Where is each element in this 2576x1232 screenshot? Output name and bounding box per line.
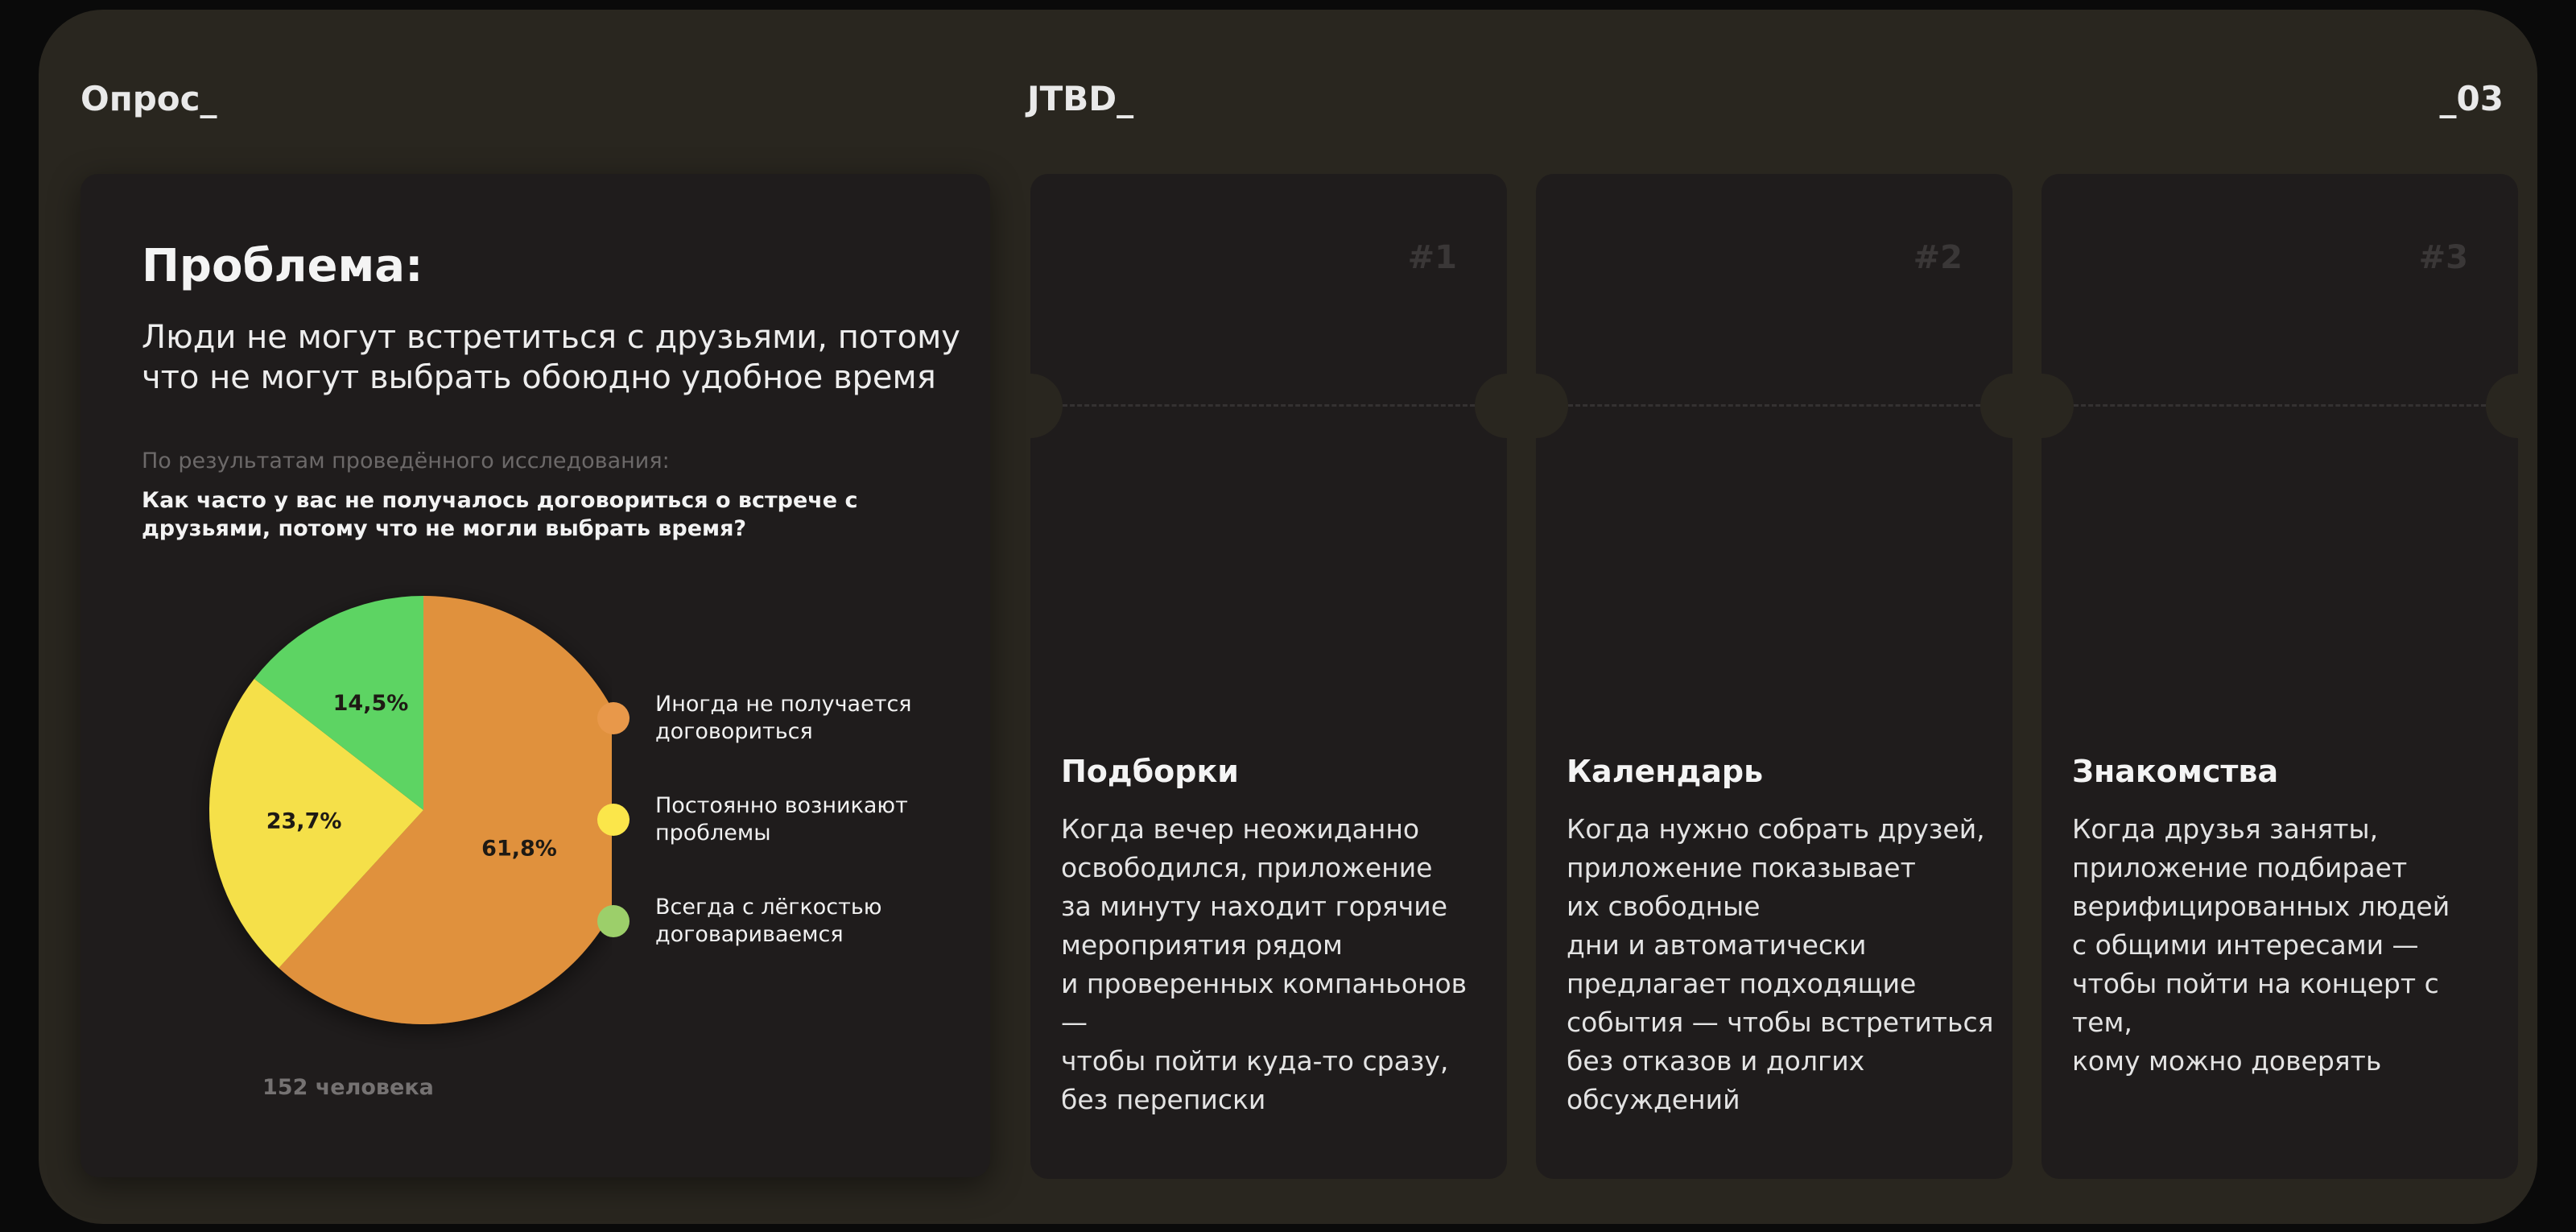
legend-label: Всегда с лёгкостью договариваемся	[655, 895, 882, 947]
ticket-notch	[2486, 374, 2518, 438]
research-caption: По результатам проведённого исследования:	[142, 449, 670, 473]
job-card-2	[1536, 174, 2013, 1179]
ticket-notch	[1475, 374, 1507, 438]
chart-legend	[596, 691, 966, 995]
job-number: #1	[1407, 239, 1457, 276]
legend-label: Иногда не получается договориться	[655, 692, 912, 744]
job-title: Подборки	[1061, 754, 1239, 789]
ticket-notch	[2041, 374, 2074, 438]
slide-number: _03	[2439, 79, 2504, 118]
job-card-3	[2041, 174, 2518, 1179]
job-number: #3	[2418, 239, 2468, 276]
pie-data-label: 23,7%	[266, 808, 342, 834]
section-label-survey: Опрос_	[80, 79, 217, 118]
perforation-line	[1063, 404, 1475, 407]
legend-dot-constantly	[597, 804, 630, 836]
pie-data-label: 14,5%	[332, 691, 409, 717]
legend-dot-sometimes	[597, 702, 630, 734]
legend-label: Постоянно возникают проблемы	[655, 793, 908, 845]
job-title: Знакомства	[2072, 754, 2279, 789]
job-description: Когда нужно собрать друзей, приложение показывает их свободные дни и автоматически предлагает подходящие события — чтобы встретиться без отказов и долгих обсуждений	[1567, 813, 1994, 1115]
pie-chart	[129, 585, 612, 1052]
legend-item	[596, 792, 966, 894]
ticket-notch	[1536, 374, 1568, 438]
legend-dot-always	[597, 905, 630, 937]
job-description: Когда друзья заняты, приложение подбирает верифицированных людей с общими интересами — чтобы пойти на концерт с тем, кому можно доверять	[2072, 813, 2450, 1077]
job-number: #2	[1913, 239, 1963, 276]
perforation-line	[2074, 404, 2486, 407]
ticket-notch	[1030, 374, 1063, 438]
job-description: Когда вечер неожиданно освободился, приложение за минуту находит горячие мероприятия рядом и проверенных компаньонов — чтобы пойти куда-то сразу, без переписки	[1061, 813, 1468, 1115]
legend-item	[596, 894, 966, 995]
respondent-count: 152 человека	[262, 1075, 434, 1100]
perforation-line	[1568, 404, 1980, 407]
problem-title: Проблема:	[142, 240, 423, 292]
section-label-jtbd: JTBD_	[1027, 79, 1134, 118]
legend-item	[596, 691, 966, 792]
problem-statement: Люди не могут встретиться с друзьями, потому что не могут выбрать обоюдно удобное время	[142, 319, 960, 396]
ticket-notch	[1980, 374, 2013, 438]
job-card-1	[1030, 174, 1507, 1179]
survey-card	[80, 174, 990, 1177]
pie-data-label: 61,8%	[481, 836, 557, 862]
job-title: Календарь	[1567, 754, 1764, 789]
survey-question: Как часто у вас не получалось договориться о встрече с друзьями, потому что не могли выбрать время?	[142, 488, 858, 541]
